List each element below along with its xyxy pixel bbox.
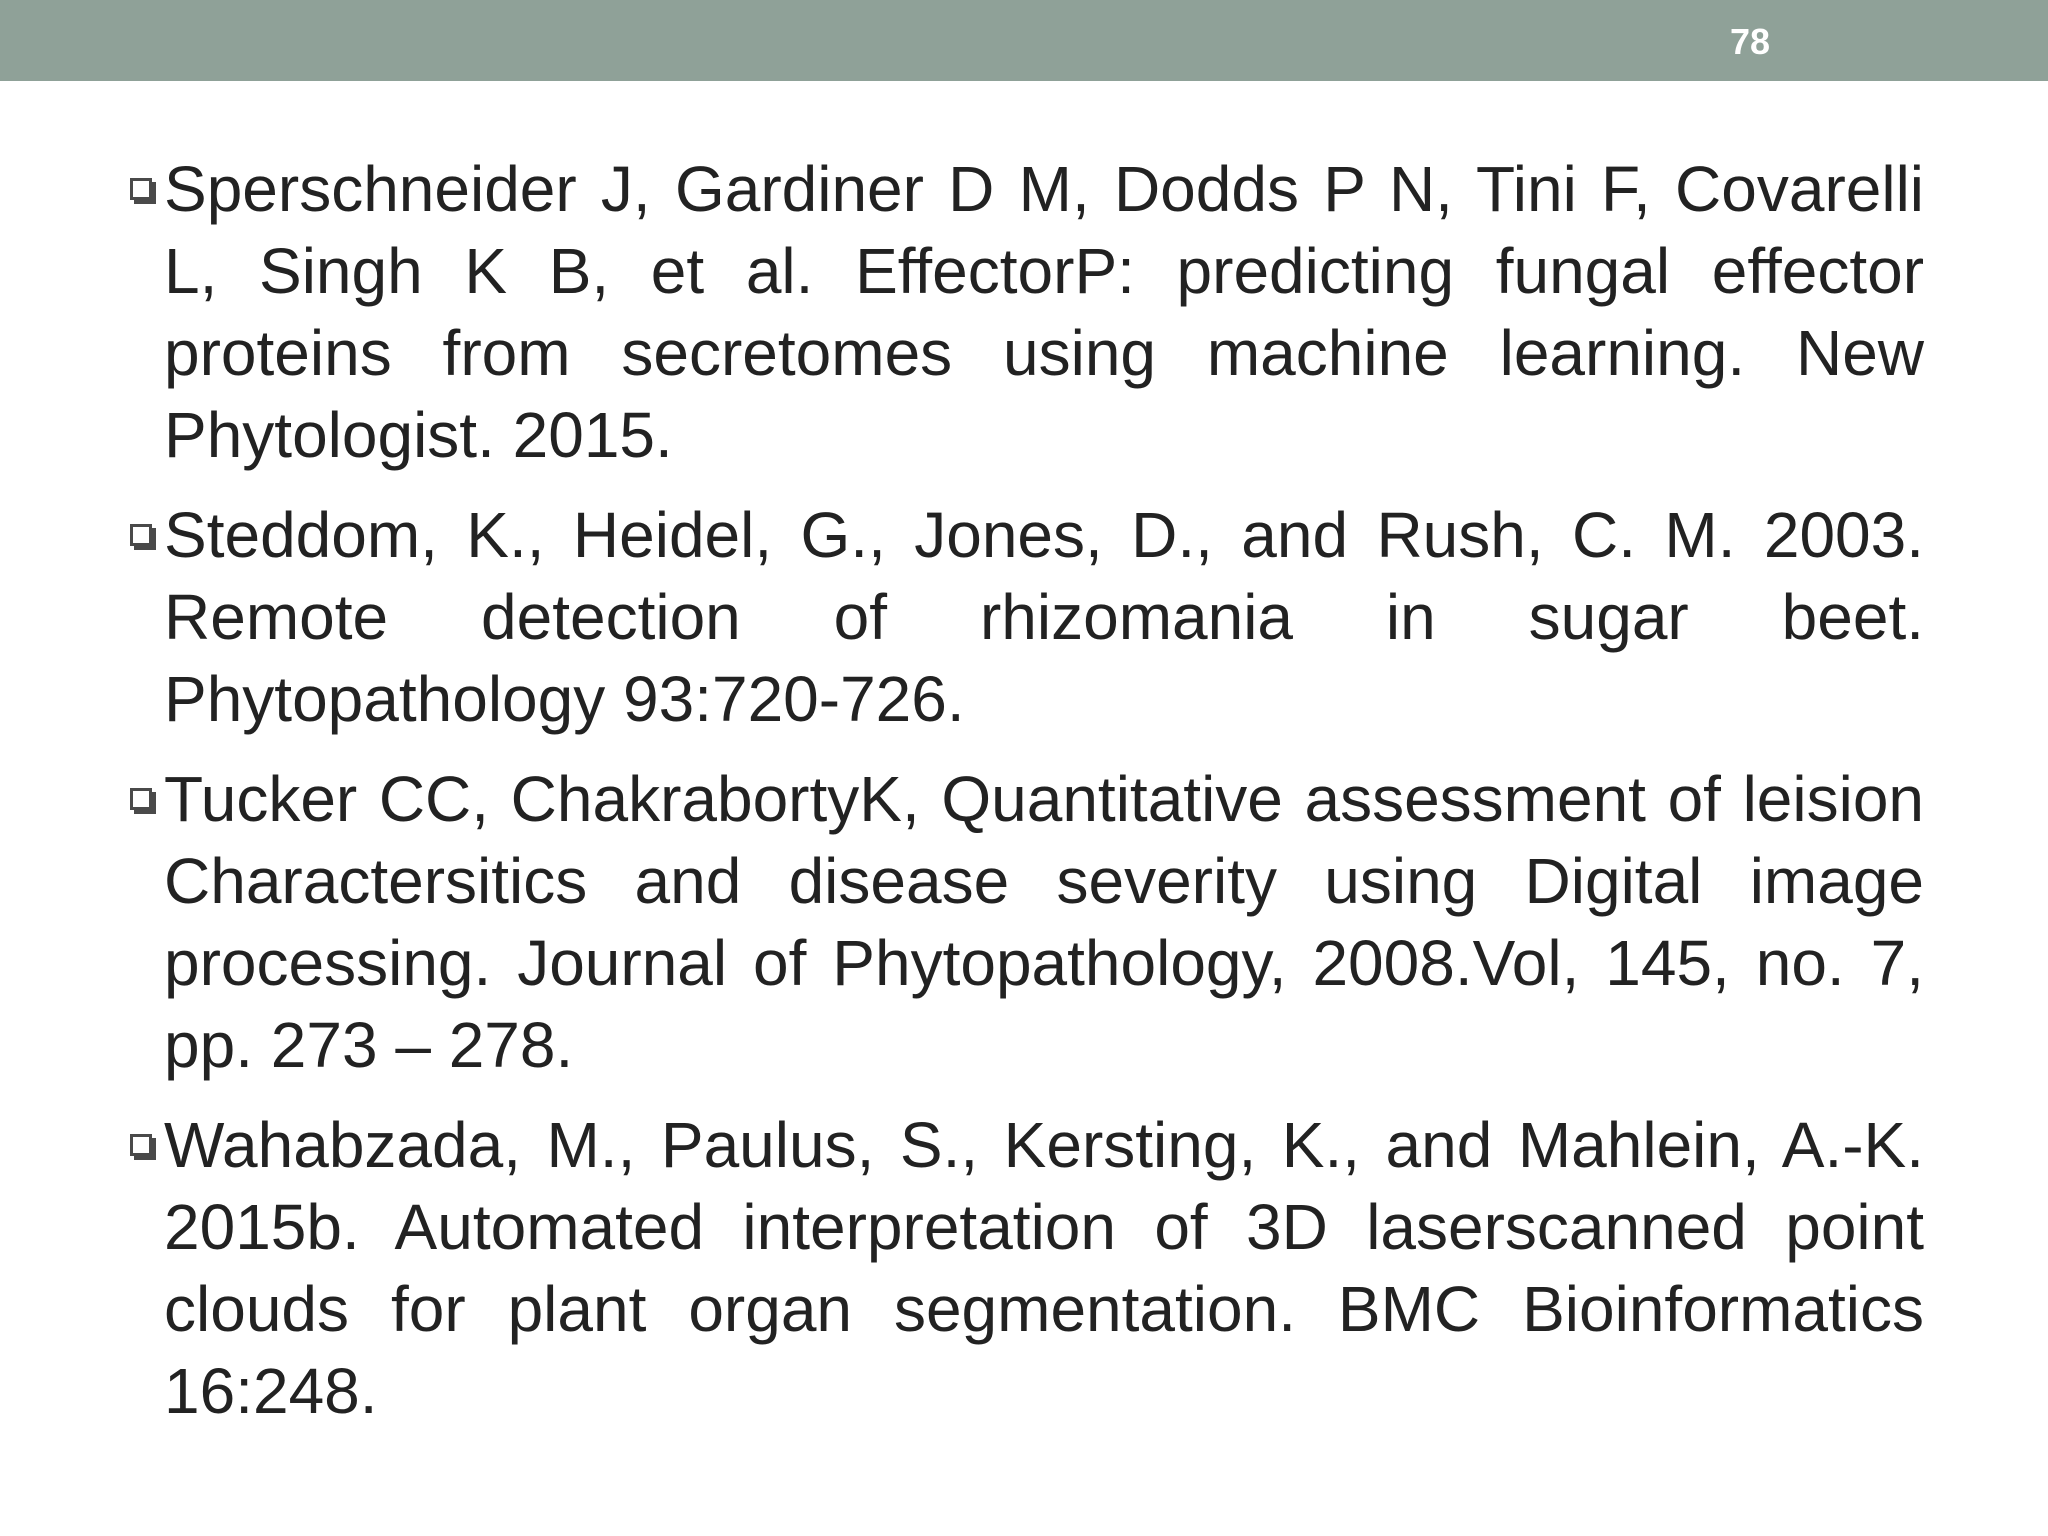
square-bullet-icon — [130, 524, 152, 546]
reference-item — [124, 1104, 1924, 1432]
reference-text: Sperschneider J, Gardiner D M, Dodds P N, Tini F, Covarelli L, Singh K B, et al. EffectorP: predicting fungal effector proteins from secretomes using machine learning. New Phytologist. 2015. — [164, 153, 1924, 471]
reference-list — [124, 148, 1924, 1450]
reference-item — [124, 758, 1924, 1086]
slide-number: 78 — [1729, 21, 1771, 62]
square-bullet-icon — [130, 1134, 152, 1156]
reference-item — [124, 148, 1924, 476]
square-bullet-icon — [130, 788, 152, 810]
reference-text: Wahabzada, M., Paulus, S., Kersting, K., and Mahlein, A.-K. 2015b. Automated interpretation of 3D laserscanned point clouds for plant organ segmentation. BMC Bioinformatics 16:248. — [164, 1109, 1924, 1427]
header-bar — [0, 0, 2048, 81]
square-bullet-icon — [130, 178, 152, 200]
reference-text: Tucker CC, ChakrabortyK, Quantitative assessment of leision Charactersitics and disease severity using Digital image processing. Journal of Phytopathology, 2008.Vol, 145, no. 7, pp. 273 – 278. — [164, 763, 1924, 1081]
reference-item — [124, 494, 1924, 740]
reference-text: Steddom, K., Heidel, G., Jones, D., and Rush, C. M. 2003. Remote detection of rhizomania in sugar beet. Phytopathology 93:720-726. — [164, 499, 1924, 735]
